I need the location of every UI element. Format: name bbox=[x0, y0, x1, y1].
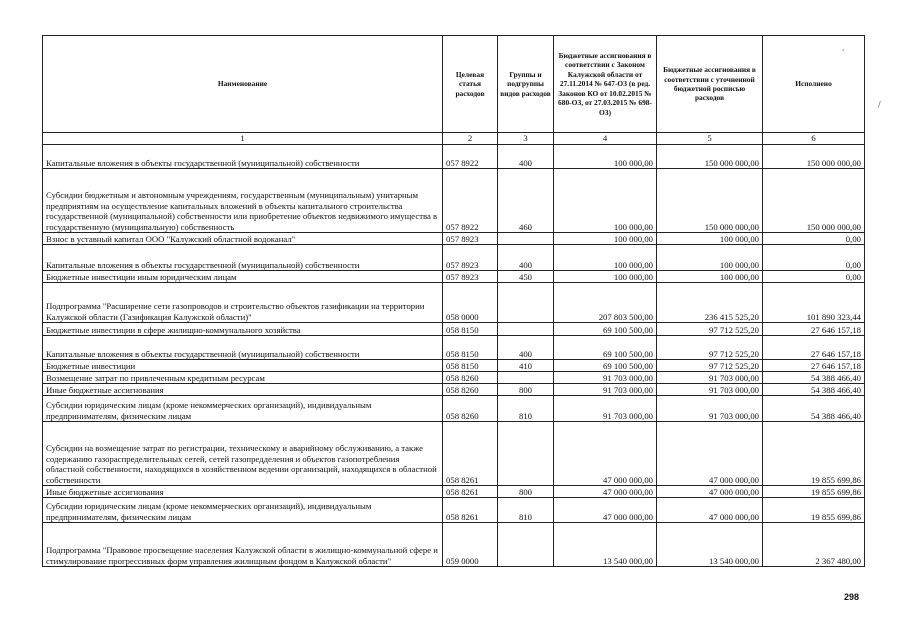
row-target-code: 057 8923 bbox=[443, 233, 498, 245]
row-executed: 19 855 699,86 bbox=[763, 486, 865, 498]
row-target-code: 057 8923 bbox=[443, 245, 498, 271]
row-executed: 19 855 699,86 bbox=[763, 422, 865, 486]
row-budget-refined: 47 000 000,00 bbox=[657, 498, 763, 523]
row-target-code: 057 8923 bbox=[443, 271, 498, 283]
table-row bbox=[43, 145, 865, 169]
row-group-code bbox=[498, 372, 554, 384]
row-budget-refined: 97 712 525,20 bbox=[657, 360, 763, 372]
row-group-code: 400 bbox=[498, 145, 554, 169]
row-name: Подпрограмма "Расширение сети газопроводов и строительство объектов газификации на территории Калужской области (Газификация Калужской области)" bbox=[43, 283, 443, 323]
row-budget-law: 69 100 500,00 bbox=[554, 323, 657, 336]
row-name: Иные бюджетные ассигнования bbox=[43, 384, 443, 396]
row-name: Бюджетные инвестиции в сфере жилищно-коммунального хозяйства bbox=[43, 323, 443, 336]
row-executed: 0,00 bbox=[763, 271, 865, 283]
table-row bbox=[43, 498, 865, 523]
row-group-code: 800 bbox=[498, 384, 554, 396]
row-group-code bbox=[498, 323, 554, 336]
row-budget-refined: 47 000 000,00 bbox=[657, 422, 763, 486]
row-budget-law: 13 540 000,00 bbox=[554, 523, 657, 567]
row-name: Капитальные вложения в объекты государственной (муниципальной) собственности bbox=[43, 245, 443, 271]
row-target-code: 058 8150 bbox=[443, 323, 498, 336]
table-row bbox=[43, 422, 865, 486]
row-executed: 19 855 699,86 bbox=[763, 498, 865, 523]
header-budget-law: Бюджетные ассигнования в соответствии с Законом Калужской области от 27.11.2014 № 647-ОЗ (в ред. Законов КО от 10.02.2015 № 680-ОЗ, от 27.03.2015 № 698-ОЗ) bbox=[554, 36, 657, 133]
row-executed: 27 646 157,18 bbox=[763, 360, 865, 372]
row-budget-law: 207 803 500,00 bbox=[554, 283, 657, 323]
row-budget-law: 100 000,00 bbox=[554, 271, 657, 283]
row-executed: 101 890 323,44 bbox=[763, 283, 865, 323]
row-name: Капитальные вложения в объекты государственной (муниципальной) собственности bbox=[43, 145, 443, 169]
row-target-code: 058 8260 bbox=[443, 396, 498, 422]
header-budget-refined: Бюджетные ассигнования в соответствии с уточненной бюджетной росписью расходов bbox=[657, 36, 763, 133]
row-executed: 27 646 157,18 bbox=[763, 323, 865, 336]
table-row bbox=[43, 169, 865, 233]
row-group-code: 810 bbox=[498, 498, 554, 523]
table-row bbox=[43, 271, 865, 283]
column-number: 4 bbox=[554, 133, 657, 145]
column-number-row bbox=[43, 133, 865, 145]
row-name: Возмещение затрат по привлеченным кредитным ресурсам bbox=[43, 372, 443, 384]
row-budget-refined: 100 000,00 bbox=[657, 271, 763, 283]
column-number: 3 bbox=[498, 133, 554, 145]
row-group-code: 410 bbox=[498, 360, 554, 372]
row-target-code: 058 8260 bbox=[443, 384, 498, 396]
row-target-code: 058 8261 bbox=[443, 486, 498, 498]
row-budget-refined: 100 000,00 bbox=[657, 245, 763, 271]
row-group-code bbox=[498, 233, 554, 245]
row-budget-refined: 91 703 000,00 bbox=[657, 384, 763, 396]
row-target-code: 058 0000 bbox=[443, 283, 498, 323]
row-target-code: 058 8150 bbox=[443, 336, 498, 360]
scan-mark: ' bbox=[842, 48, 845, 57]
row-target-code: 059 0000 bbox=[443, 523, 498, 567]
row-group-code: 400 bbox=[498, 245, 554, 271]
row-target-code: 058 8260 bbox=[443, 372, 498, 384]
row-budget-refined: 91 703 000,00 bbox=[657, 396, 763, 422]
header-executed: Исполнено bbox=[763, 36, 865, 133]
table-row bbox=[43, 372, 865, 384]
row-budget-refined: 13 540 000,00 bbox=[657, 523, 763, 567]
row-target-code: 058 8261 bbox=[443, 422, 498, 486]
row-executed: 27 646 157,18 bbox=[763, 336, 865, 360]
scan-mark: / bbox=[878, 100, 881, 109]
row-executed: 150 000 000,00 bbox=[763, 145, 865, 169]
row-target-code: 058 8150 bbox=[443, 360, 498, 372]
row-group-code: 400 bbox=[498, 336, 554, 360]
row-budget-refined: 91 703 000,00 bbox=[657, 372, 763, 384]
table-header-row bbox=[43, 36, 865, 133]
row-name: Бюджетные инвестиции иным юридическим лицам bbox=[43, 271, 443, 283]
row-budget-law: 100 000,00 bbox=[554, 145, 657, 169]
row-budget-refined: 150 000 000,00 bbox=[657, 145, 763, 169]
row-budget-refined: 97 712 525,20 bbox=[657, 323, 763, 336]
row-budget-law: 91 703 000,00 bbox=[554, 396, 657, 422]
row-budget-refined: 97 712 525,20 bbox=[657, 336, 763, 360]
row-name: Субсидии юридическим лицам (кроме некоммерческих организаций), индивидуальным предпринимателям, физическим лицам bbox=[43, 498, 443, 523]
table-row bbox=[43, 283, 865, 323]
row-group-code: 460 bbox=[498, 169, 554, 233]
row-budget-law: 69 100 500,00 bbox=[554, 336, 657, 360]
table-row bbox=[43, 245, 865, 271]
row-group-code bbox=[498, 523, 554, 567]
row-group-code: 800 bbox=[498, 486, 554, 498]
table-row bbox=[43, 384, 865, 396]
row-target-code: 057 8922 bbox=[443, 169, 498, 233]
table-row bbox=[43, 323, 865, 336]
row-group-code bbox=[498, 283, 554, 323]
row-name: Субсидии бюджетным и автономным учреждениям, государственным (муниципальным) унитарным предприятиям на осуществление капитальных вложений в объекты капитального строительства государственной (муниципальной) собственности или приобретение объектов недвижимого имущества в государственную (муниципальную) собственность bbox=[43, 169, 443, 233]
row-name: Капитальные вложения в объекты государственной (муниципальной) собственности bbox=[43, 336, 443, 360]
header-name: Наименование bbox=[43, 36, 443, 133]
row-executed: 150 000 000,00 bbox=[763, 169, 865, 233]
column-number: 2 bbox=[443, 133, 498, 145]
column-number: 1 bbox=[43, 133, 443, 145]
row-executed: 0,00 bbox=[763, 233, 865, 245]
row-executed: 54 388 466,40 bbox=[763, 372, 865, 384]
row-name: Субсидии юридическим лицам (кроме некоммерческих организаций), индивидуальным предпринимателям, физическим лицам bbox=[43, 396, 443, 422]
table-row bbox=[43, 486, 865, 498]
row-executed: 0,00 bbox=[763, 245, 865, 271]
row-budget-law: 91 703 000,00 bbox=[554, 372, 657, 384]
table-row bbox=[43, 336, 865, 360]
row-group-code: 450 bbox=[498, 271, 554, 283]
row-budget-law: 100 000,00 bbox=[554, 169, 657, 233]
row-budget-law: 47 000 000,00 bbox=[554, 422, 657, 486]
row-name: Иные бюджетные ассигнования bbox=[43, 486, 443, 498]
column-number: 6 bbox=[763, 133, 865, 145]
row-budget-law: 100 000,00 bbox=[554, 245, 657, 271]
column-number: 5 bbox=[657, 133, 763, 145]
row-budget-refined: 47 000 000,00 bbox=[657, 486, 763, 498]
row-executed: 54 388 466,40 bbox=[763, 384, 865, 396]
table-row bbox=[43, 233, 865, 245]
row-budget-refined: 236 415 525,20 bbox=[657, 283, 763, 323]
row-target-code: 058 8261 bbox=[443, 498, 498, 523]
budget-execution-table bbox=[42, 35, 865, 567]
row-budget-refined: 150 000 000,00 bbox=[657, 169, 763, 233]
row-budget-law: 91 703 000,00 bbox=[554, 384, 657, 396]
row-budget-law: 69 100 500,00 bbox=[554, 360, 657, 372]
table-row bbox=[43, 523, 865, 567]
row-budget-law: 100 000,00 bbox=[554, 233, 657, 245]
row-executed: 54 388 466,40 bbox=[763, 396, 865, 422]
header-target-article: Целевая статья расходов bbox=[443, 36, 498, 133]
row-budget-refined: 100 000,00 bbox=[657, 233, 763, 245]
row-budget-law: 47 000 000,00 bbox=[554, 486, 657, 498]
row-name: Взнос в уставный капитал ООО "Калужский областной водоканал" bbox=[43, 233, 443, 245]
row-target-code: 057 8922 bbox=[443, 145, 498, 169]
row-group-code bbox=[498, 422, 554, 486]
row-name: Подпрограмма "Правовое просвещение населения Калужской области в жилищно-коммунальной сфере и стимулирование прогрессивных форм управления жилищным фондом в Калужской области" bbox=[43, 523, 443, 567]
row-budget-law: 47 000 000,00 bbox=[554, 498, 657, 523]
header-expense-groups: Группы и подгруппы видов расходов bbox=[498, 36, 554, 133]
table-row bbox=[43, 396, 865, 422]
page-number: 298 bbox=[844, 592, 860, 602]
row-group-code: 810 bbox=[498, 396, 554, 422]
table-row bbox=[43, 360, 865, 372]
row-executed: 2 367 480,00 bbox=[763, 523, 865, 567]
row-name: Субсидии на возмещение затрат по регистрации, техническому и аварийному обслуживанию, а также содержанию газораспределительных сетей, сетей газопредделения и объектов газопотребления областной собственности, находящихся в хозяйственном ведении организаций, находящихся в областной собственности bbox=[43, 422, 443, 486]
row-name: Бюджетные инвестиции bbox=[43, 360, 443, 372]
